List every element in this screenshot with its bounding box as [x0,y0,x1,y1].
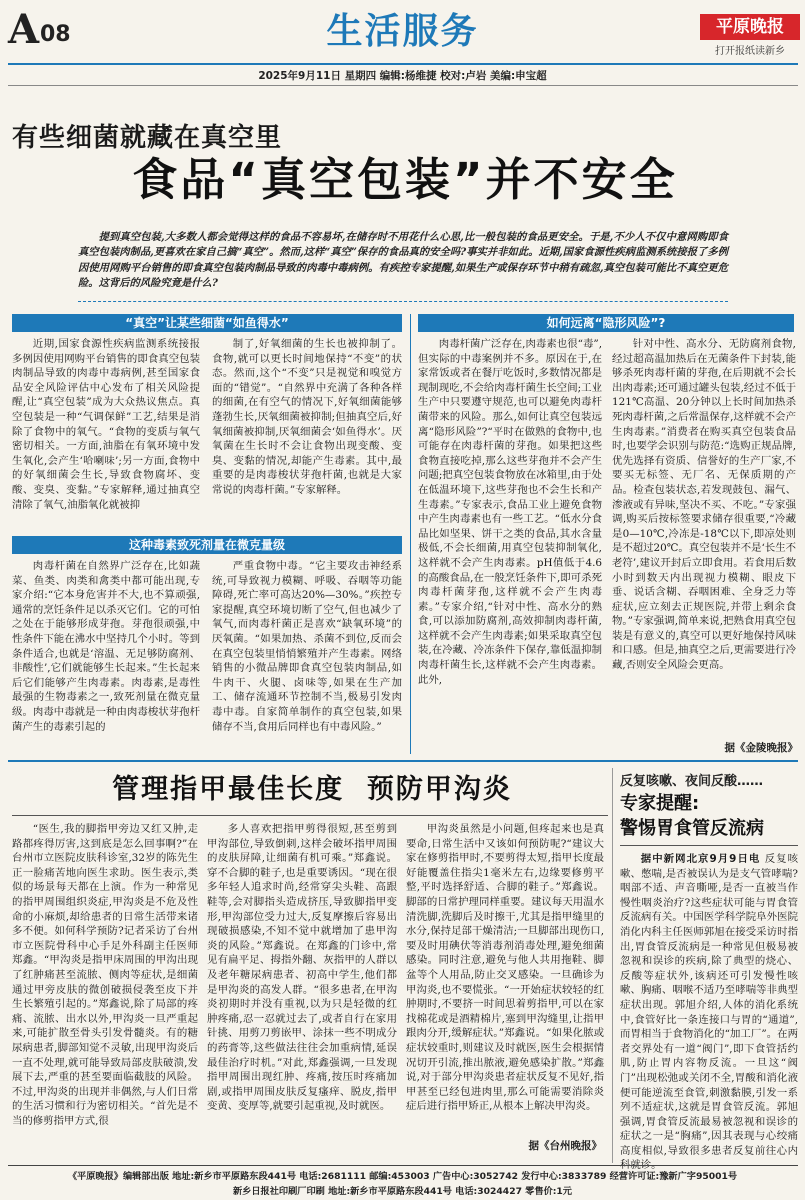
article3-kicker: 反复咳嗽、夜间反酸…… [620,774,764,789]
page-number: 08 [40,22,71,47]
article2-col1: “医生,我的脚指甲旁边又红又肿,走路都疼得厉害,这到底是怎么回事啊?”在台州市立医院皮肤科诊室,32岁的陈先生正一脸痛苦地向医生求助。医生表示,类似的场景每天都在上演。作为一种常见的指甲周围组织炎症,甲沟炎是不危及性命的小麻烦,却给患者的日常生活带来诸多不便。如何科学预防?记者采访了台州市立医院骨科中心手足外科副主任医师郑鑫。“甲沟炎是指甲床周围的甲沟出现了红肿痛甚至流脓、侧肉等症状,是细菌通过甲旁皮肤的微创破损侵袭至皮下并生长繁殖引起的。”郑鑫说,除了局部的疼痛、流脓、出水以外,甲沟炎一旦严重起来,可能扩散至骨头引发骨髓炎。有的糖尿病患者,脚部知觉不灵敏,出现甲沟炎后一直不处理,就可能导致局部皮肤破溃,发展下去,严重的甚至要面临截肢的风险。不过,甲沟炎的出现并非偶然,与人们日常的生活习惯和行为密切相关。“首先是不当的修剪指甲方式,很 [12,823,198,1127]
footer-rule [8,1165,798,1166]
lead-rule [78,301,728,302]
header-rule [8,63,798,65]
article3-body: 反复咳嗽、憋喘,是否被误认为是支气管哮喘?咽部不适、声音嘶哑,是否一直被当作慢性咽炎治疗?这些症状可能与胃食管反流病有关。中国医学科学院阜外医院消化内科主任医师郭旭在接受采访时指出,胃食管反流病是一种常见但极易被忽视和误诊的疾病,除了典型的烧心、反酸等症状外,该病还可引发慢性咳嗽、胸痛、咽喉不适乃至哮喘等非典型症状出现。郭旭介绍,人体的消化系统中,食管好比一条连接口与胃的“通道”,而胃相当于食物消化的“加工厂”。在两者交界处有一道“阀门”,即下食管括约肌,防止胃内容物反流。一旦这“阀门”出现松弛或关闭不全,胃酸和消化液便可能逆流至食管,刺激黏膜,引发一系列不适症状,这就是胃食管反流。郭旭强调,胃食管反流最易被忽视和误诊的症状之一是“胸痛”,因其表现与心绞痛高度相似,导致很多患者反复前往心内科就诊。 [620,853,798,1172]
article2-head-rule [12,815,608,816]
section1-col2: 制了,好氧细菌的生长也被抑制了。食物,就可以更长时间地保持“不变”的状态。然而,这个“不变”只是视觉和嗅觉方面的“错觉”。“自然界中充满了各种各样的细菌,在有空气的情况下,好氧细菌能够蓬勃生长,厌氧细菌被抑制;但抽真空后,好氧细菌被抑制,厌氧细菌会‘如鱼得水’。厌氧菌在生长时不会让食物出现变酸、变臭、变黏的情况,却能产生毒素。其中,最重要的是肉毒梭状芽孢杆菌,也就是大家常说的肉毒杆菌。”专家解释。 [212,338,402,496]
section2-col2: 严重食物中毒。“它主要攻击神经系统,可导致视力模糊、呼吸、吞咽等功能障碍,死亡率可高达20%—30%。”疾控专家提醒,真空环境切断了空气,但也减少了氧气,而肉毒杆菌正是喜欢“缺氧环境”的厌氧菌。“如果加热、杀菌不到位,反而会在真空包装里悄悄繁殖并产生毒素。网络销售的小微品牌即食真空包装肉制品,如牛肉干、火腿、卤味等,如果在生产加工、储存流通环节控制不当,极易引发肉毒中毒。自家简单制作的真空包装,如果储存不当,食用后同样也有中毒风险。” [212,560,402,733]
article2-headline: 管理指甲最佳长度 预防甲沟炎 [112,774,512,805]
article1-kicker: 有些细菌就藏在真空里 [12,123,283,153]
section3-col1: 肉毒杆菌广泛存在,肉毒素也很“毒”,但实际的中毒案例并不多。原因在于,在家常饭或者在餐厅吃饭时,多数情况都是现制现吃,不会给肉毒杆菌生长空间;工业生产中只要遵守规范,也可以避免肉毒杆菌带来的风险。那么,如何让真空包装远离“隐形风险”?“平时在做熟的食物中,也可能存在肉毒杆菌的芽孢。如果把这些食物直接吃掉,那么这些芽孢并不会产生问题;把真空包装食物放在冰箱里,由于处在低温环境下,这些芽孢也不会生长和产生毒素。”专家表示,食品工业上避免食物中产生肉毒素也有一些工艺。“低水分食品比如坚果、饼干之类的食品,其水含量极低,不会长细菌,用真空包装抑制氧化,这样就不会产生肉毒素。pH值低于4.6的高酸食品,在一般烹饪条件下,即可杀死肉毒杆菌芽孢,这样就不会产生肉毒素。”专家介绍,“针对中性、高水分的熟食,可以添加防腐剂,高效抑制肉毒杆菌,这样就不会产生肉毒素;如果采取真空包装,在冷藏、冷冻条件下保存,靠低温抑制肉毒杆菌生长,这样就不会产生肉毒素。此外, [418,338,602,686]
article2-col2: 多人喜欢把指甲剪得很短,甚至剪到甲沟部位,导致倒刺,这样会破坏指甲周围的皮肤屏障,让细菌有机可乘。”郑鑫说。穿不合脚的鞋子,也是重要诱因。“现在很多年轻人追求时尚,经常穿尖头鞋、高跟鞋等,会对脚指头造成挤压,导致脚指甲变形,甲沟部位受力过大,反复摩擦后容易出现破损感染,不知不觉中就增加了患甲沟炎的风险。”郑鑫说。在郑鑫的门诊中,常见有扁平足、拇指外翻、灰指甲的人群以及老年糖尿病患者、初高中学生,他们都是甲沟炎的高发人群。“很多患者,在甲沟炎初期时并没有重视,以为只是轻微的红肿疼痛,忍一忍就过去了,或者自行在家用针挑、用剪刀剪嵌甲、涂抹一些不明成分的药膏等,这些做法往往会加重病情,延误最佳治疗时机。”对此,郑鑫强调,一旦发现指甲周围出现红肿、疼痛,按压时疼痛加剧,或指甲周围皮肤反复瘙痒、脱皮,指甲变黄、变厚等,就要引起重视,及时就医。 [207,823,397,1113]
article1-bottom-rule [8,760,798,762]
section3-title: 如何远离“隐形风险”? [418,314,794,332]
article1-lead: 提到真空包装,大多数人都会觉得这样的食品不容易坏,在储存时不用花什么心思,比一般包装的食品更安全。于是,不少人不仅中意网购即食真空包装肉制品,更喜欢在家自己搞“真空”。然而,这样“真空”保存的食品真的安全吗?事实并非如此。近期,国家食源性疾病监测系统接报了多例因使用网购平台销售的即食真空包装肉制品导致的肉毒中毒病例。有疾控专家提醒,如果生产或保存环节中稍有疏忽,真空包装可能比不真空更危险。这背后的风险究竟是什么? [78,231,728,289]
brand-slogan: 打开报纸读新乡 [715,46,785,57]
article1-headline: 食品“真空包装”并不安全 [132,153,678,206]
article3-head-rule [620,845,798,846]
article3-headline-line1: 专家提醒: [620,793,700,814]
article1-source: 据《金陵晚报》 [724,742,798,754]
article3-headline-line2: 警惕胃食管反流病 [620,818,764,839]
section1-title: “真空”让某些细菌“如鱼得水” [12,314,402,332]
section-title: 生活服务 [326,11,479,52]
article1-column-divider [410,314,411,754]
article2-source: 据《台州晚报》 [528,1140,602,1152]
article2-col3: 甲沟炎虽然是小问题,但疼起来也是真要命,日常生活中又该如何预防呢?“建议大家在修剪指甲时,不要剪得太短,指甲长度最好能覆盖住指尖1毫米左右,边缘要修剪平整,平时选择舒适、合脚的鞋子。”郑鑫说。脚部的日常护理同样重要。建议每天用温水清洗脚,洗脚后及时擦干,尤其是指甲缝里的水分,保持足部干燥清洁;一旦脚部出现伤口,要及时用碘伏等消毒剂消毒处理,避免细菌感染。同时注意,避免与他人共用拖鞋、脚盆等个人用品,防止交叉感染。一旦确诊为甲沟炎,也不要慌张。“一开始症状较轻的红肿期时,不要挤一时间思着剪指甲,可以在家找棉花或是酒精棉片,塞到甲沟缝里,让指甲跟肉分开,缓解症状。”郑鑫说。“如果化脓或症状较重时,则建议及时就医,医生会根据情况切开引流,推出脓液,避免感染扩散。”郑鑫说,对于部分甲沟炎患者症状反复不见好,指甲甚至已经包进肉里,那么可能需要消除炎症后进行指甲矫正,从根本上解决甲沟炎。 [406,823,604,1113]
footer-line2: 新乡日报社印刷厂印刷 地址:新乡市平原路东段441号 电话:3024427 零售价:1元 [233,1186,572,1197]
section3-col2: 针对中性、高水分、无防腐剂食物,经过超高温加热后在无菌条件下封装,能够杀死肉毒杆菌的芽孢,在后期就不会长出肉毒素;还可通过罐头包装,经过不低于121℃高温、20分钟以上长时间加热杀死肉毒杆菌,之后常温保存,这样就不会产生肉毒素。”消费者在购买真空包装食品时,也要学会识别与防范:“选购正规品牌,优先选择有资质、信誉好的生产厂家,不要买无标签、无厂名、无保质期的产品。检查包装状态,若发现鼓包、漏气、渗液或有异味,坚决不买、不吃。”专家强调,购买后按标签要求储存很重要,“冷藏是0—10℃,冷冻是-18℃以下,即凉处则是不超过20℃。真空包装并不是‘长生不老符’,建议开封后立即食用。若食用后数小时到数天内出现视力模糊、眼皮下垂、说话含糊、吞咽困难、全身乏力等症状,应立刻去正规医院,并带上剩余食物。”专家强调,简单来说,把熟食用真空包装是有意义的,真空可以更好地保持风味和口感。但是,抽真空之后,更需要进行冷藏,否则安全风险会更高。 [612,338,797,672]
section2-col1: 肉毒杆菌在自然界广泛存在,比如蔬菜、鱼类、肉类和禽类中都可能出现,专家介绍:“它本身危害并不大,也不算顽强,通常的烹饪条件足以杀灭它们。它的可怕之处在于能够形成芽孢。芽孢很顽强,中性条件下能在沸水中坚持几个小时。等到条件适合,也就是‘溶温、无足够防腐剂、非酸性’,它们就能够生长起来。”生长起来后它们能够产生肉毒素。肉毒素,是毒性最强的生物毒素之一,致死剂量在微克量级。肉毒中毒就是一种由肉毒梭状芽孢杆菌产生的毒素引起的 [12,560,200,733]
footer-line1: 《平原晚报》编辑部出版 地址:新乡市平原路东段441号 电话:2681111 邮编:453003 广告中心:3052742 发行中心:3833789 经营许可证:豫新广字95001号 [67,1171,738,1182]
section1-col1: 近期,国家食源性疾病监测系统接报多例因使用网购平台销售的即食真空包装肉制品导致的肉毒中毒病例,甚至国家食品安全风险评估中心发布了相关风险提醒,让“真空包装”成为大众热议焦点。真空包装是一种“气调保鲜”工艺,结果是消除了食物中的氧气。“食物的变质与氧气密切相关。一方面,油脂在有氧环境中发生氧化,会产生‘哈喇味’;另一方面,食物中的好氧细菌会生长,导致食物腐坏、变酸、变臭、变黏。”专家解释,通过抽真空清除了氧气,油脂氧化就被抑 [12,338,200,511]
section2-title: 这种毒素致死剂量在微克量级 [12,536,402,554]
brand-logo: 平原晚报 [700,14,800,40]
article2-divider [612,768,613,1163]
meta-rule [8,85,798,86]
article3-body-wrap [620,852,798,1172]
article3-dateline: 据中新网北京9月9日电 [640,853,761,865]
page-letter: A [8,6,40,53]
issue-meta: 2025年9月11日 星期四 编辑:杨维捷 校对:卢岩 美编:申宝超 [258,70,547,82]
